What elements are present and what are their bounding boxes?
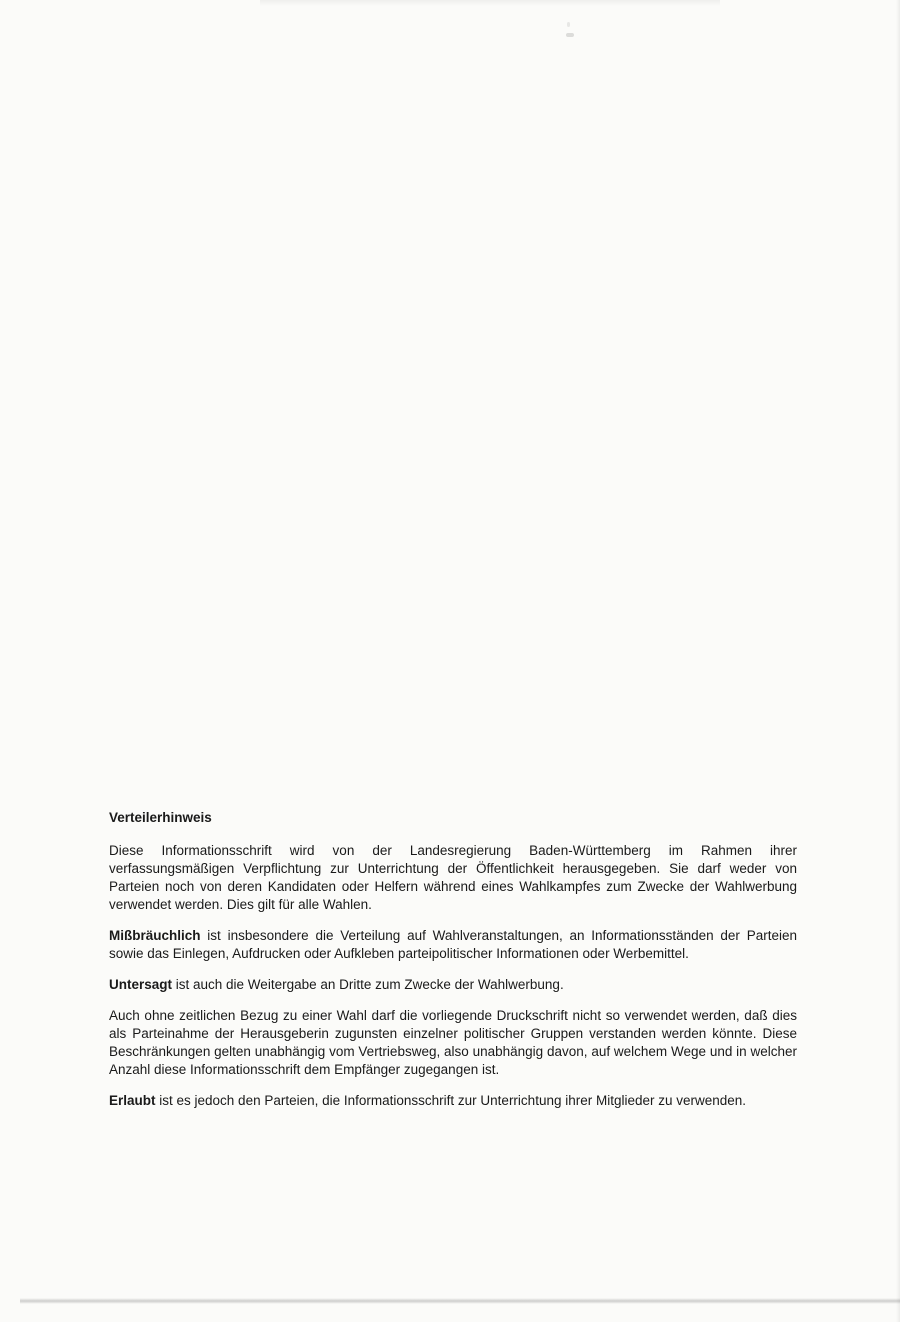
notice-forbidden-paragraph (109, 976, 797, 994)
notice-allowed-paragraph (109, 1092, 797, 1110)
notice-restriction-paragraph: Auch ohne zeitlichen Bezug zu einer Wahl darf die vorliegende Druckschrift nicht so verwendet werden, daß dies als Parteinahme der Herausgeberin zugunsten einzelner politischer Gruppen verstanden werden könnte. Diese Beschränkungen gelten unabhängig vom Vertriebsweg, also unabhängig davon, auf welchem Wege und in welcher Anzahl diese Informationsschrift dem Empfänger zugegangen ist. (109, 1008, 797, 1077)
scan-artifact (566, 33, 574, 37)
scan-edge (896, 0, 900, 1322)
misuse-text: ist insbesondere die Verteilung auf Wahlveranstaltungen, an Informationsständen der Parteien sowie das Einlegen, Aufdrucken oder Aufkleben parteipolitischer Informationen oder Werbemittel. (109, 928, 797, 961)
forbidden-text: ist auch die Weitergabe an Dritte zum Zwecke der Wahlwerbung. (172, 977, 564, 992)
forbidden-keyword: Untersagt (109, 977, 173, 992)
scan-artifact (567, 22, 570, 27)
allowed-keyword: Erlaubt (109, 1093, 156, 1108)
notice-intro-paragraph: Diese Informationsschrift wird von der Landesregierung Baden-Württemberg im Rahmen ihrer verfassungsmäßigen Verpflichtung zur Unterrichtung der Öffentlichkeit herausgegeben. Sie darf weder von Parteien noch von deren Kandidaten oder Helfern während eines Wahlkampfes zum Zwecke der Wahlwerbung verwendet werden. Dies gilt für alle Wahlen. (109, 843, 797, 912)
scan-shadow-top (260, 0, 720, 6)
notice-heading: Verteilerhinweis (109, 810, 212, 825)
misuse-keyword: Mißbräuchlich (109, 928, 201, 943)
scan-shadow-bottom (20, 1298, 900, 1304)
notice-misuse-paragraph (109, 927, 797, 963)
allowed-text: ist es jedoch den Parteien, die Informationsschrift zur Unterrichtung ihrer Mitglieder zu verwenden. (155, 1093, 747, 1108)
distribution-notice (109, 809, 797, 1123)
